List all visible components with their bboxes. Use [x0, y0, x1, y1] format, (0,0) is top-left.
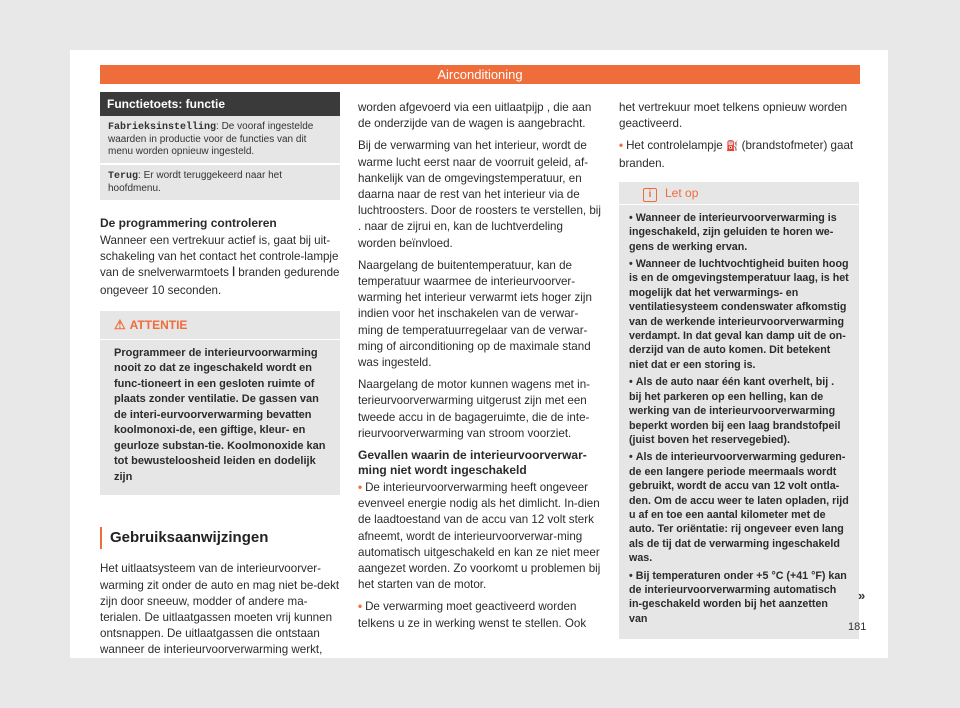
table-row — [100, 163, 340, 200]
bullet-icon: • — [358, 600, 363, 614]
table-title: Functietoets: functie — [100, 92, 340, 116]
list-item — [629, 375, 849, 447]
bullet-icon: • — [629, 376, 633, 389]
function-key-description: : De vooraf ingestelde waarden in productie voor de functies van dit menu worden opnieuw ingesteld. — [108, 121, 314, 157]
text-run: branden gedurende ongeveer 10 seconden. — [100, 266, 340, 297]
paragraph: Bij de verwarming van het interieur, wordt de warme lucht eerst naar de voorruit geleid, af-hankelijk van de omgevingstemperatuur, en daarna naar de rest van het interieur via de luchtroosters. Door de roosters te verstellen, bij . naar de zijrui en, kan de luchtverdeling worden beïnvloed. — [358, 139, 601, 250]
heater-indicator-icon: ꟾ — [232, 268, 236, 280]
paragraph: het vertrekuur moet telkens opnieuw worden geactiveerd. — [619, 101, 848, 131]
text-run: Het controlelampje — [626, 139, 726, 153]
bullet-icon: • — [619, 139, 624, 153]
subheading: Gevallen waarin de interieurvoorverwar-ming niet wordt ingeschakeld — [358, 448, 587, 478]
paragraph: Naargelang de buitentemperatuur, kan de temperatuur waarmee de interieurvoorver-warming het interieur verwarmt iets hoger zijn indien voor het inschakelen van de verwar-ming de temperatuurregelaar van de verwar-ming of airconditioning op de maximale stand was ingesteld. — [358, 258, 592, 370]
list-item-text: Wanneer de interieurvoorverwarming is ingeschakeld, zijn geluiden te horen we-gens de werking ervan. — [629, 211, 837, 253]
note-label: Let op — [665, 185, 699, 200]
paragraph: worden afgevoerd via een uitlaatpijp , die aan de onderzijde van de wagen is aangebracht. — [358, 101, 592, 131]
list-item — [358, 480, 601, 593]
function-key-name: Fabrieksinstelling — [108, 122, 217, 133]
section-title: Gebruiksaanwijzingen — [100, 527, 340, 549]
note-text — [619, 205, 859, 626]
note-title — [619, 182, 859, 205]
warning-box — [100, 311, 340, 496]
info-icon: i — [643, 188, 657, 202]
text-run: (brandstofmeter) gaat branden. — [619, 139, 854, 170]
page-number: 181 — [848, 621, 867, 633]
warning-text: Programmeer de interieurvoorwarming nooit zo dat ze ingeschakeld wordt en func-tioneert in een gesloten ruimte of plaats zonder ventilatie. De gassen van de interi-eurvoorverwarming bevatten koolmonoxi-de, een giftige, kleur- en geurloze substan-tie. Koolmonoxide kan tot bewusteloosheid leiden en dodelijk zijn — [114, 346, 326, 483]
warning-triangle-icon: ⚠ — [114, 316, 126, 332]
list-item — [619, 138, 860, 171]
warning-title — [100, 311, 340, 340]
table-row — [100, 116, 340, 163]
bullet-icon: • — [629, 451, 633, 464]
paragraph — [100, 233, 340, 299]
function-key-description: : Er wordt teruggekeerd naar het hoofdmenu. — [108, 170, 282, 194]
list-item — [629, 569, 849, 627]
text-run: Wanneer een vertrekuur actief is, gaat bij uit-schakeling van het contact het controle-lampje van de snelverwarmtoets — [100, 234, 339, 280]
column-2 — [358, 100, 601, 638]
list-item-text: Bij temperaturen onder +5 °C (+41 °F) kan de interieurvoorverwarming automatisch in-geschakeld worden bij het aanzetten van — [629, 569, 847, 625]
list-item — [629, 257, 849, 372]
bullet-icon: • — [629, 569, 633, 582]
list-item-text: De interieurvoorverwarming heeft ongeveer evenveel energie nodig als het dimlicht. In-dien de laadtoestand van de accu van 12 volt sterk afneemt, wordt de interieurvoorverwar-ming automatisch uitgeschakeld en kan ze niet meer aangezet worden. Zo voorkomt u problemen bij het starten van de motor. — [358, 481, 601, 592]
fuel-gauge-icon: ⛽ — [725, 141, 739, 153]
bullet-icon: • — [629, 258, 633, 271]
subheading: De programmering controleren — [100, 216, 277, 230]
list-item-text: Als de auto naar één kant overhelt, bij . bij het parkeren op een helling, kan de werking van de interieurvoorverwarming beperkt worden bij een laag brandstofpeil (juist boven het reservegebied). — [629, 376, 841, 446]
function-key-table — [100, 92, 340, 200]
bullet-icon: • — [358, 481, 363, 495]
list-item — [358, 599, 601, 631]
function-key-name: Terug — [108, 171, 139, 182]
list-item-text: Als de interieurvoorverwarming geduren-de een langere periode meermaals wordt gebruikt, wordt de accu van 12 volt ontla-den. Om de accu weer te laten opladen, rijd u af en toe een aantal kilometer met de auto. Ter oriëntatie: rij ongeveer even lang als de tij dat de verwarming ingeschakeld was. — [629, 451, 849, 565]
chapter-title-bar: Airconditioning — [100, 65, 860, 84]
continue-arrow-icon: » — [858, 588, 866, 603]
list-item-text: Wanneer de luchtvochtigheid buiten hoog is en de omgevingstemperatuur laag, is het mogelijk dat het verwarmings- en ventilatiesysteem condenswater afkomstig van de werkende interieurvoorverwarming verdampt. In dat geval kan damp uit de on-derzijd van de auto komen. Dit betekent niet dat er een storing is. — [629, 258, 849, 371]
list-item — [629, 211, 849, 254]
note-box — [619, 182, 859, 639]
warning-label: ATTENTIE — [129, 317, 188, 332]
column-3 — [619, 100, 860, 639]
paragraph: Naargelang de motor kunnen wagens met in-terieurvoorverwarming uitgerust zijn met een tweede accu in de bagageruimte, die de inte-rieurvoorverwarming van stroom voorziet. — [358, 378, 591, 440]
list-item — [629, 450, 849, 565]
list-item-text: De verwarming moet geactiveerd worden telkens u ze in werking wenst te stellen. Ook — [358, 600, 587, 630]
paragraph: Het uitlaatsysteem van de interieurvoorver-warming zit onder de auto en mag niet be-dekt zijn door sneeuw, modder of andere ma-terialen. De uitlaatgassen moeten vrij kunnen ontsnappen. De uitlaatgassen die ontstaan wanneer de interieurvoorverwarming werkt, — [100, 562, 340, 657]
column-1 — [100, 92, 340, 665]
bullet-icon: • — [629, 211, 633, 224]
